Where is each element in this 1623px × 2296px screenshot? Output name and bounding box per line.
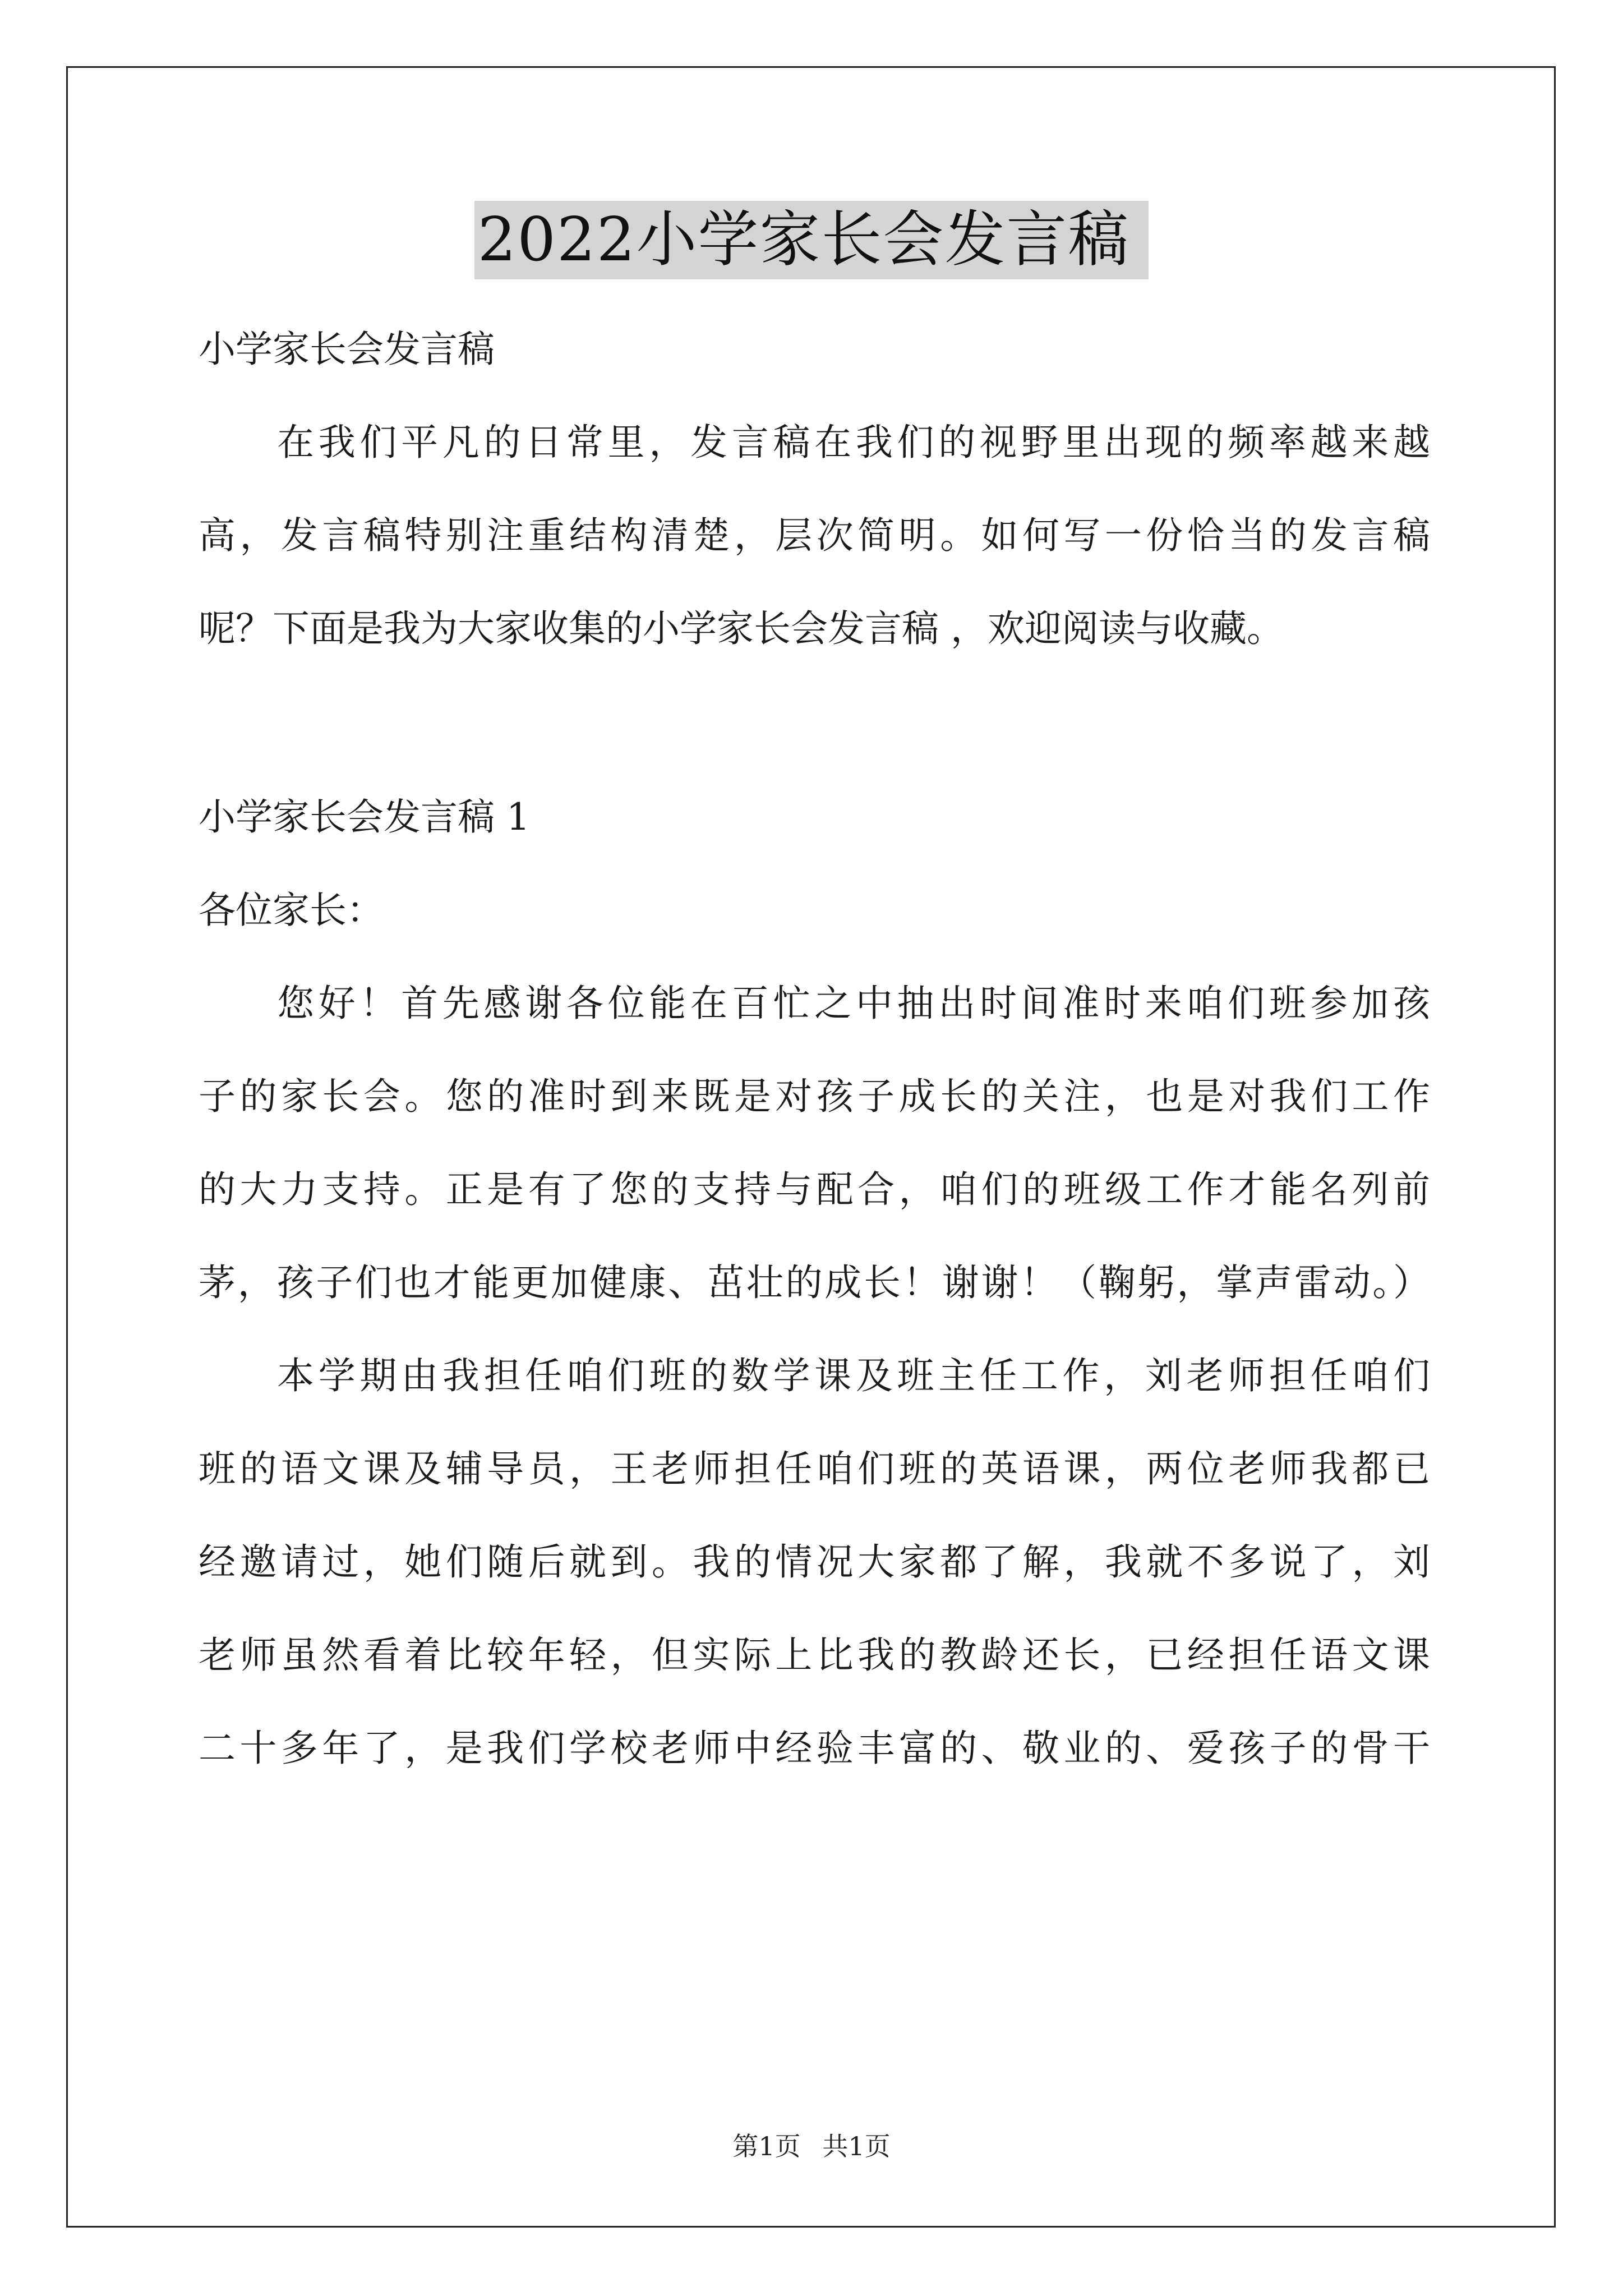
section-heading: 小学家长会发言稿 1 (199, 795, 530, 839)
document-title: 2022小学家长会发言稿 (474, 201, 1149, 279)
paragraph-line: 本学期由我担任咱们班的数学课及班主任工作，刘老师担任咱们 (277, 1354, 1430, 1397)
paragraph-line: 二十多年了，是我们学校老师中经验丰富的、敬业的、爱孩子的骨干 (199, 1727, 1430, 1770)
salutation: 各位家长： (199, 889, 384, 932)
paragraph-line: 在我们平凡的日常里，发言稿在我们的视野里出现的频率越来越 (277, 421, 1430, 464)
spacer (199, 675, 1430, 771)
section-heading: 小学家长会发言稿 (199, 328, 495, 371)
paragraph-line: 您好！首先感谢各位能在百忙之中抽出时间准时来咱们班参加孩 (277, 982, 1430, 1025)
paragraph-line: 班的语文课及辅导员，王老师担任咱们班的英语课，两位老师我都已 (199, 1447, 1430, 1490)
title-container (0, 201, 1623, 279)
document-body (199, 303, 1430, 1795)
paragraph-line: 的大力支持。正是有了您的支持与配合，咱们的班级工作才能名列前 (199, 1168, 1430, 1211)
paragraph-line: 子的家长会。您的准时到来既是对孩子成长的关注，也是对我们工作 (199, 1075, 1430, 1118)
total-pages: 共1页 (822, 2131, 891, 2161)
paragraph-line: 老师虽然看着比较年轻，但实际上比我的教龄还长，已经担任语文课 (199, 1634, 1430, 1677)
paragraph-line: 经邀请过，她们随后就到。我的情况大家都了解，我就不多说了，刘 (199, 1540, 1430, 1584)
page-number: 第1页 (732, 2131, 801, 2161)
page-footer (0, 2129, 1623, 2163)
paragraph-line: 茅，孩子们也才能更加健康、茁壮的成长！谢谢！（鞠躬，掌声雷动。） (199, 1261, 1430, 1304)
paragraph-line: 高，发言稿特别注重结构清楚，层次简明。如何写一份恰当的发言稿 (199, 514, 1430, 557)
paragraph-line: 呢？下面是我为大家收集的小学家长会发言稿 ，欢迎阅读与收藏。 (199, 607, 1284, 650)
